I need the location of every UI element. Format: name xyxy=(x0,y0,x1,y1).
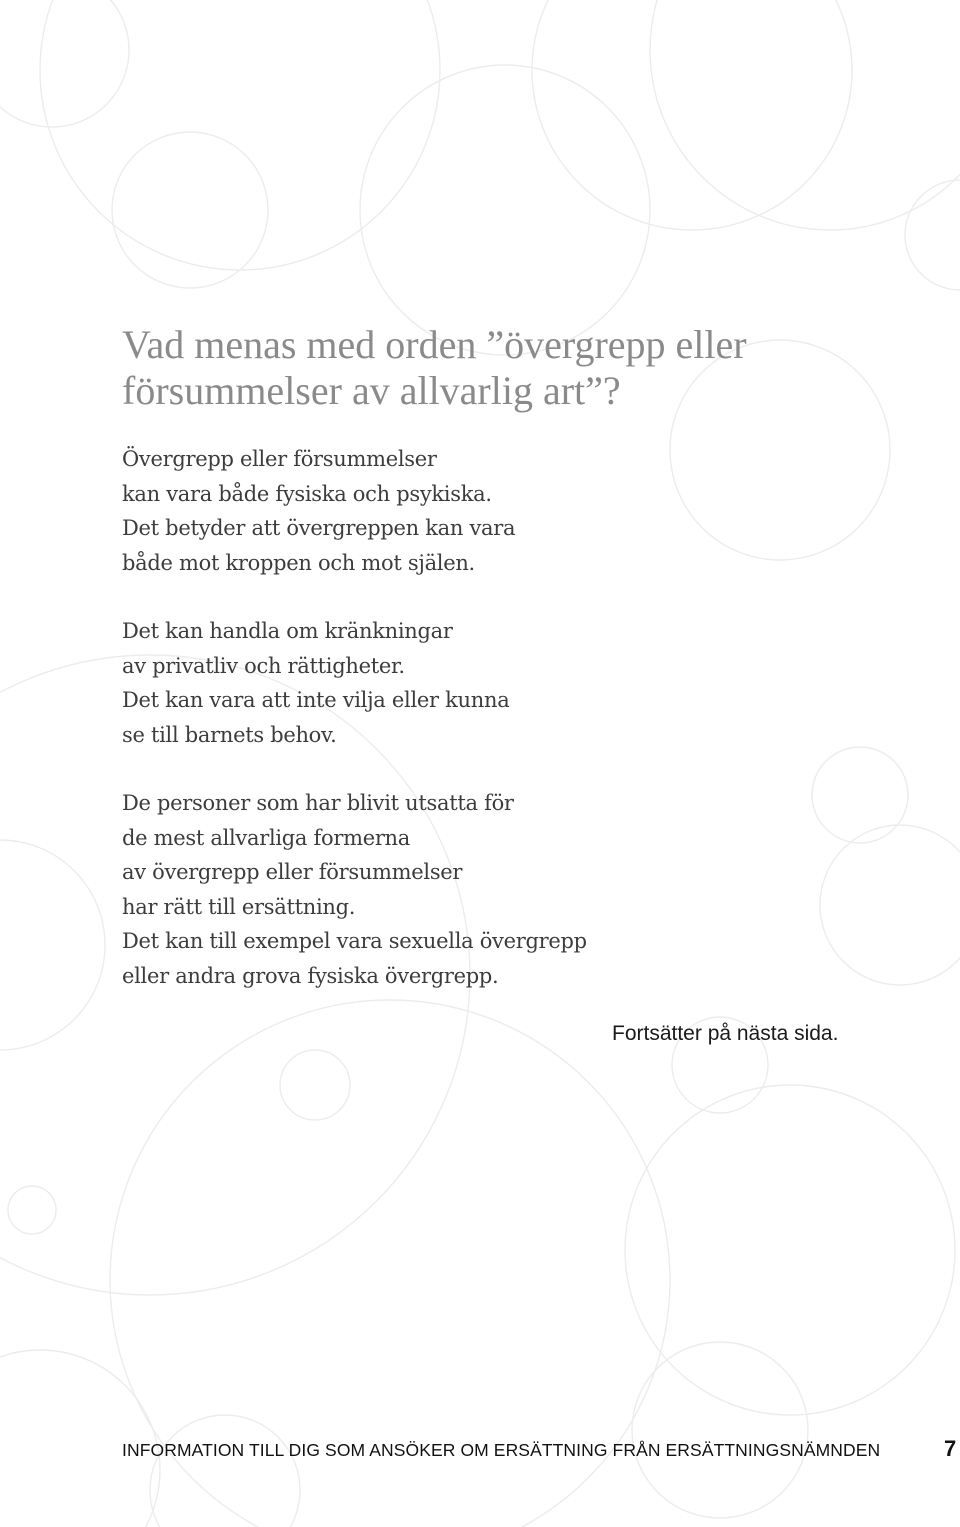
page-heading xyxy=(122,322,922,414)
paragraph-line: både mot kroppen och mot själen. xyxy=(122,550,475,575)
paragraph-line: Det kan handla om kränkningar xyxy=(122,619,453,643)
paragraph-line: Det betyder att övergreppen kan vara xyxy=(122,516,516,541)
paragraph-line: eller andra grova fysiska övergrepp. xyxy=(122,963,499,988)
paragraph-line: de mest allvarliga formerna xyxy=(122,825,411,850)
paragraph-line: Övergrepp eller försummelser xyxy=(122,447,437,471)
page-heading-line-1: Vad menas med orden ”övergrepp eller xyxy=(122,322,747,367)
paragraph-line: De personer som har blivit utsatta för xyxy=(122,791,514,815)
paragraph-line: se till barnets behov. xyxy=(122,722,337,747)
paragraph-line: Det kan till exempel vara sexuella övergrepp xyxy=(122,929,587,954)
continued-on-next-page-note: Fortsätter på nästa sida. xyxy=(612,1022,839,1045)
footer-running-title: INFORMATION TILL DIG SOM ANSÖKER OM ERSÄTTNING FRÅN ERSÄTTNINGSNÄMNDEN xyxy=(122,1440,881,1460)
paragraph-line: kan vara både fysiska och psykiska. xyxy=(122,481,492,506)
paragraph-types-of-abuse xyxy=(122,442,822,580)
page-heading-line-2: försummelser av allvarlig art”? xyxy=(122,368,621,413)
paragraph-line: Det kan vara att inte vilja eller kunna xyxy=(122,688,510,713)
page-number: 7 xyxy=(944,1436,957,1461)
paragraph-line: av privatliv och rättigheter. xyxy=(122,653,405,678)
paragraph-right-to-compensation xyxy=(122,786,822,994)
paragraph-line: har rätt till ersättning. xyxy=(122,894,356,919)
paragraph-violations xyxy=(122,614,822,752)
paragraph-line: av övergrepp eller försummelser xyxy=(122,860,463,885)
